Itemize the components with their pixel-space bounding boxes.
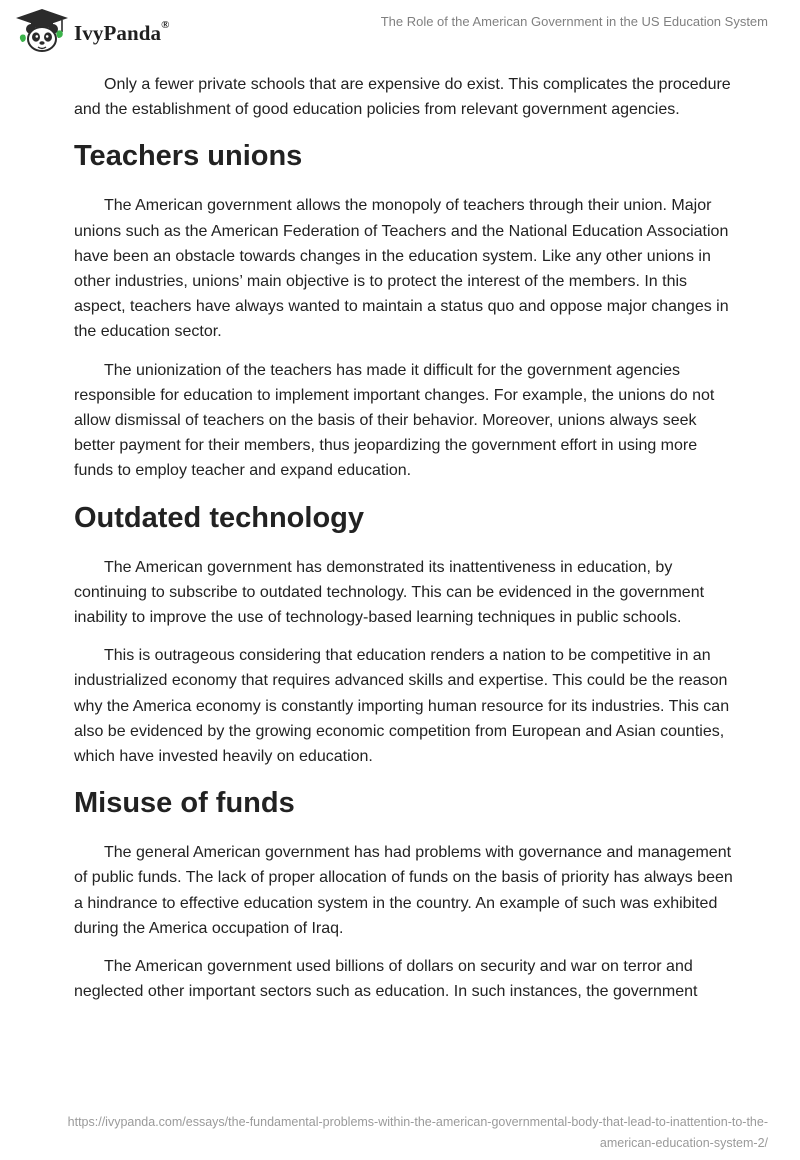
paragraph: The American government has demonstrated its inattentiveness in education, by continuing to subscribe to outdated technology. This can be evidenced in the government inability to improve the use of technology-based learning techniques in public schools. [74,558,705,627]
paragraph: The American government used billions of dollars on security and war on terror and neglected other important sectors such as education. In such instances, the government [74,958,698,1001]
section-heading: Outdated technology [74,501,364,534]
paragraph: The American government allows the monopoly of teachers through their union. Major unions such as the American Federation of Teachers and the National Education Association have been an obstacle towards changes in the education system. Like any other unions in other industries, unions’ main objective is to protect the interest of the members. In this aspect, teachers have always wanted to maintain a status quo and oppose major changes in the education sector. [74,197,729,341]
source-url[interactable] [48,1112,768,1154]
document-title: The Role of the American Government in the US Education System [380,14,768,29]
paragraph: The unionization of the teachers has made it difficult for the government agencies responsible for education to implement important changes. For example, the unions do not allow dismissal of teachers on the basis of their behavior. Moreover, unions always seek better payment for their members, thus jeopardizing the government effort in using more funds to employ teacher and expand education. [74,361,715,480]
ivypanda-logo[interactable] [14,8,170,54]
essay-body [74,72,734,1017]
source-url-line: american-education-system-2/ [599,1136,768,1150]
registered-mark: ® [161,18,170,31]
brand-text: IvyPanda [74,20,162,45]
paragraph: This is outrageous considering that education renders a nation to be competitive in an industrialized economy that requires advanced skills and expertise. This could be the reason why the America economy is constantly importing human resource for its industries. This can also be evidenced by the growing economic competition from European and Asian counties, which have invested heavily on education. [74,647,730,766]
section-heading: Teachers unions [74,140,303,173]
source-url-line: https://ivypanda.com/essays/the-fundamental-problems-within-the-american-governmental-body-that-lead-to-inattention-to-the- [67,1115,768,1129]
brand-name [74,18,170,46]
section-heading: Misuse of funds [74,787,295,820]
panda-graduate-icon [14,8,70,54]
paragraph: Only a fewer private schools that are expensive do exist. This complicates the procedure and the establishment of good education policies from relevant government agencies. [74,76,731,119]
paragraph: The general American government has had problems with governance and management of public funds. The lack of proper allocation of funds on the basis of priority has always been a hindrance to effective education system in the country. An example of such was exhibited during the America occupation of Iraq. [74,844,733,937]
page-header [0,0,800,60]
